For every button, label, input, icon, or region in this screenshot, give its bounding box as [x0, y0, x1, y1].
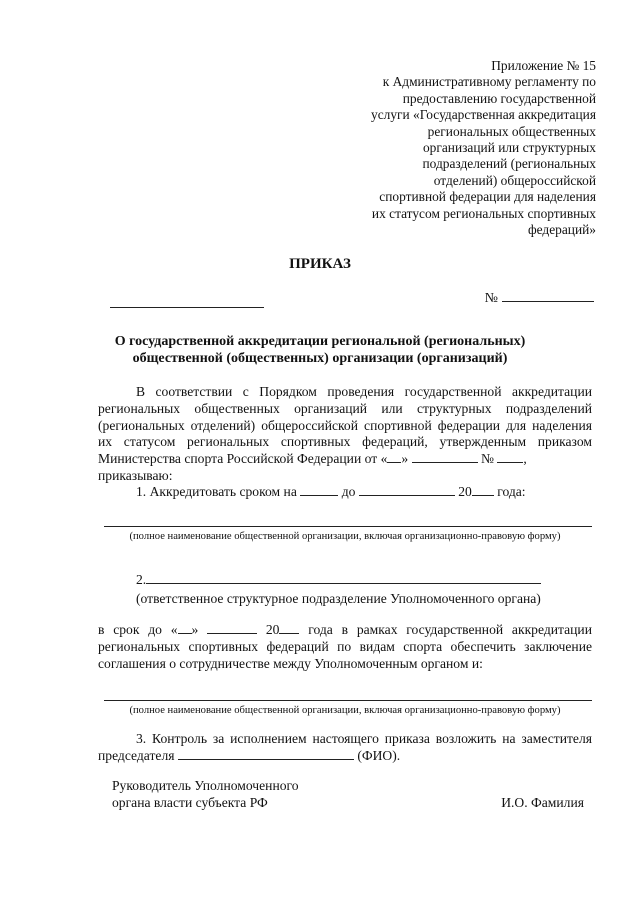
subject-line: общественной (общественных) организации (организаций) — [132, 351, 508, 366]
number-blank — [502, 301, 594, 302]
quote-close: » — [401, 451, 409, 467]
intro-text: В соответствии с Порядком проведения государственной аккредитации региональных общественных организаций или структурных подразделений (региональных отделений) общероссийской спортивной федерации для наделения их статусом региональных спортивных федераций, утвержденным приказом Министерства спорта Российской Федерации от « — [98, 384, 592, 467]
item2-number: 2. — [136, 572, 147, 587]
appendix-line: федераций» — [527, 222, 596, 238]
month-blank — [412, 451, 478, 463]
term-text-rest: года в рамках государственной аккредитации региональных спортивных федераций по видам спорта обеспечить заключение соглашения о сотрудничестве между Уполномоченным органом и: — [98, 622, 592, 671]
year-blank — [279, 622, 299, 634]
signature-line: органа власти субъекта РФ — [112, 794, 268, 810]
appendix-line: отделений) общероссийской — [433, 172, 596, 188]
number-blank — [497, 451, 523, 463]
org-name-caption: (полное наименование общественной организации, включая организационно-правовую форму) — [129, 531, 561, 542]
org-name-line-2 — [104, 700, 592, 701]
year-blank — [472, 484, 494, 496]
date-line — [110, 307, 264, 308]
item-1 — [98, 484, 592, 501]
item1-year-word: года: — [497, 484, 526, 499]
appendix-line: предоставлению государственной — [402, 90, 596, 106]
appendix-header — [296, 58, 596, 238]
term-paragraph — [98, 622, 592, 672]
item-3 — [98, 731, 592, 765]
department-blank — [146, 572, 541, 584]
comma: , — [523, 451, 527, 467]
term-blank — [300, 484, 338, 496]
appendix-line: спортивной федерации для наделения — [379, 189, 596, 205]
item3-text: 3. Контроль за исполнением настоящего приказа возложить на заместителя председателя — [98, 731, 592, 763]
appendix-line: их статусом региональных спортивных — [371, 205, 596, 221]
item-2 — [136, 572, 556, 589]
appendix-line: региональных общественных — [427, 123, 596, 139]
order-subject — [60, 333, 580, 367]
document-title: ПРИКАЗ — [289, 256, 351, 272]
month-blank — [207, 622, 257, 634]
term-text: в срок до « — [98, 622, 178, 637]
term-year: 20 — [265, 622, 280, 637]
item3-fio: (ФИО). — [357, 747, 401, 763]
signature-position — [112, 778, 299, 812]
org-name-line — [104, 526, 592, 527]
subject-line: О государственной аккредитации региональной (региональных) — [114, 334, 526, 349]
deputy-blank — [178, 748, 354, 760]
order-verb: приказываю: — [98, 467, 173, 483]
item2-caption: (ответственное структурное подразделение Уполномоченного органа) — [136, 591, 541, 606]
appendix-line: Приложение № 15 — [491, 58, 596, 73]
intro-paragraph — [98, 384, 592, 485]
item1-text: 1. Аккредитовать сроком на — [136, 484, 297, 499]
appendix-line: подразделений (региональных — [422, 156, 596, 172]
item1-year: 20 — [458, 484, 472, 499]
number-sign: № — [484, 291, 498, 306]
appendix-line: услуги «Государственная аккредитация — [371, 107, 596, 123]
item1-until: до — [341, 484, 356, 499]
org-name-caption-2: (полное наименование общественной организации, включая организационно-правовую форму) — [129, 705, 561, 716]
date-blank — [359, 484, 455, 496]
signature-name: И.О. Фамилия — [501, 795, 584, 810]
number-sign: № — [480, 451, 494, 467]
day-blank — [387, 451, 401, 463]
appendix-line: к Административному регламенту по — [382, 74, 596, 90]
quote-close: » — [191, 622, 199, 637]
signature-line: Руководитель Уполномоченного — [112, 778, 299, 793]
day-blank — [178, 622, 192, 634]
order-number — [485, 291, 594, 307]
appendix-line: организаций или структурных — [422, 140, 596, 156]
